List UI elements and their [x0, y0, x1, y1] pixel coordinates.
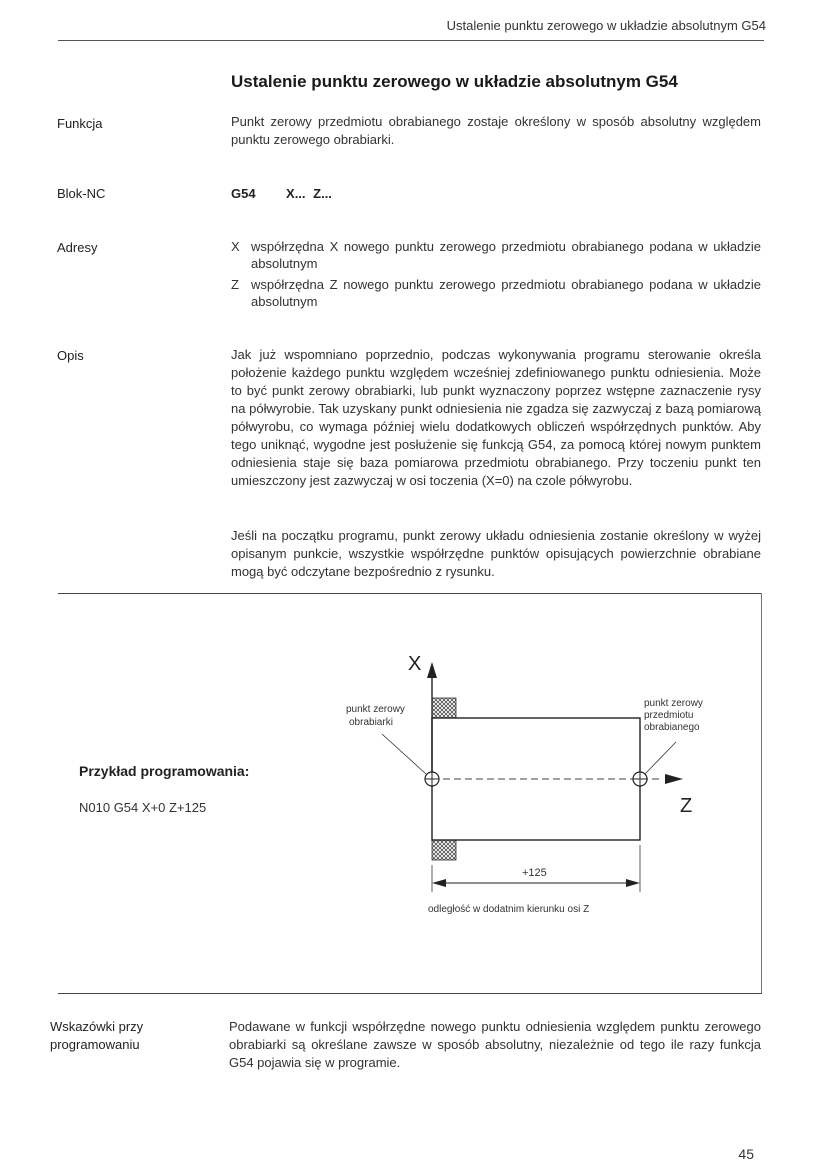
address-description: współrzędna X nowego punktu zerowego przedmiotu obrabianego podana w układzie absolutnym: [251, 239, 761, 271]
opis-paragraph-1: Jak już wspomniano poprzednio, podczas wykonywania programu sterowanie określa położenie każdego punktu względem wcześniej zdefiniowanego punktu odniesienia. Może to być punkt zerowy obrabiarki, lub punkt wyznaczony poprzez wstępne zaznaczenie rysy na półwyrobie. Tak uzyskany punkt odniesienia nie zgadza się zazwyczaj z bazą pomiarową półwyrobu, co wymaga później wielu dodatkowych obliczeń współrzędnych punktów. Aby tego uniknąć, wygodne jest posłużenie się funkcją G54, za pomocą której nowym punktem odniesienia staje się baza pomiarowa przedmiotu obrabianego. Przy toczeniu punkt ten umieszczony jest zazwyczaj w osi toczenia (X=0) na czole półwyrobu.: [231, 347, 761, 488]
section-label-adresy: Adresy: [57, 240, 98, 255]
x-axis-arrow: [427, 662, 437, 678]
page-number: 45: [738, 1146, 754, 1162]
machine-zero-label: punkt zerowy: [346, 704, 405, 715]
address-key: X: [231, 239, 240, 254]
workpiece-zero-leader: [645, 742, 676, 774]
workpiece-zero-label: obrabianego: [644, 722, 700, 733]
workpiece-zero-label: przedmiotu: [644, 710, 694, 721]
hints-label-line: Wskazówki przy: [50, 1019, 144, 1034]
chuck-jaw-top: [432, 698, 456, 718]
dimension-arrow-left: [432, 879, 446, 887]
section-label-blok-nc: Blok-NC: [57, 186, 106, 201]
page-title: Ustalenie punktu zerowego w układzie absolutnym G54: [231, 72, 678, 91]
funkcja-text: Punkt zerowy przedmiotu obrabianego zostaje określony w sposób absolutny względem punktu zerowego obrabiarki.: [231, 114, 761, 147]
machine-zero-leader: [382, 734, 426, 774]
nc-block-syntax: G54 X... Z...: [231, 186, 332, 201]
section-label-opis: Opis: [57, 348, 84, 363]
running-header: Ustalenie punktu zerowego w układzie absolutnym G54: [446, 18, 766, 33]
chuck-jaw-bottom: [432, 840, 456, 860]
zero-point-diagram: [300, 640, 740, 930]
dimension-arrow-right: [626, 879, 640, 887]
machine-zero-symbol: [425, 772, 439, 786]
example-right-border: [761, 593, 762, 993]
z-axis-label: Z: [680, 795, 693, 817]
dimension-value: +125: [522, 867, 547, 879]
opis-paragraph-2: Jeśli na początku programu, punkt zerowy układu odniesienia zostanie określony w wyżej opisanym punkcie, wszystkie współrzędne punktów opisujących powierzchnie obrabiane mogą być odczytane bezpośrednio z rysunku.: [231, 528, 761, 579]
hints-label-line: programowaniu: [50, 1037, 140, 1052]
z-axis-arrow: [665, 774, 683, 784]
address-description: współrzędna Z nowego punktu zerowego przedmiotu obrabianego podana w układzie absolutnym: [251, 277, 761, 309]
machine-zero-label: obrabiarki: [349, 717, 393, 728]
x-axis-label: X: [408, 653, 422, 675]
diagram-caption: odległość w dodatnim kierunku osi Z: [428, 904, 590, 915]
example-title: Przykład programowania:: [79, 763, 250, 779]
address-key: Z: [231, 277, 239, 292]
workpiece-zero-label: punkt zerowy: [644, 698, 703, 709]
workpiece-zero-symbol: [633, 772, 647, 786]
address-item-z: [231, 276, 761, 310]
hints-text: Podawane w funkcji współrzędne nowego punktu odniesienia względem punktu zerowego obrabiarki są określane zawsze w sposób absolutny, niezależnie od tego ile razy funkcja G54 pojawia się w programie.: [229, 1019, 761, 1070]
example-top-rule: [58, 593, 762, 594]
section-label-hints: [50, 1018, 143, 1054]
address-item-x: [231, 238, 761, 272]
example-bottom-rule: [58, 993, 762, 994]
example-code: N010 G54 X+0 Z+125: [79, 800, 207, 815]
section-label-funkcja: Funkcja: [57, 116, 103, 131]
header-rule: [58, 40, 764, 41]
